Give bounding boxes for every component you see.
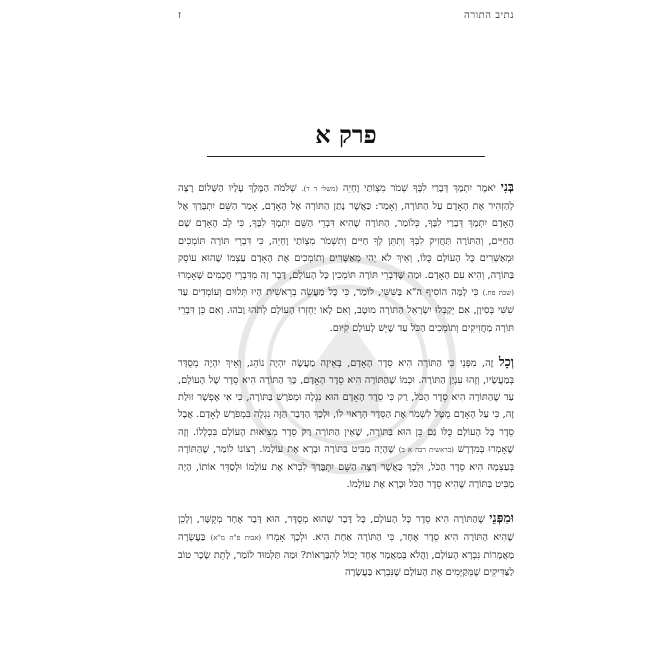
body-text bbox=[178, 178, 514, 587]
running-head-title: נתיב התורה bbox=[463, 10, 514, 21]
paragraph-text: זֶה, מִפְּנֵי כִּי הַתּוֹרָה הִיא סֵדֶר הָאָדָם, בְּאֵיזֶה מַעֲשֶׂה יִהְיֶה נוֹהֵג, וְאֵיךְ יִהְיֶה מְסֻדָּר בְּמַעֲשָׂיו, וְזֶהוּ עִנְיַן הַתּוֹרָה. וּכְמוֹ שֶׁהַתּוֹרָה הִיא סֵדֶר הָאָדָם, כָּךְ הַתּוֹרָה הִיא סֵדֶר שֶׁל הָעוֹלָם, עַד שֶׁהַתּוֹרָה הִיא סֵדֶר הַכֹּל, רַק כִּי סֵדֶר הָאָדָם הוּא נִגְלֶה וּמְפֹרָשׁ בַּתּוֹרָה, כִּי אִי אֶפְשָׁר זוּלַת זֶה, כִּי עַל הָאָדָם מֻטָּל לִשְׁמֹר אֶת הַסֵּדֶר הָרָאוּי לוֹ, וּלְכָךְ הַדָּבָר הַזֶּה נִגְלֶה בִּמְפֹרָשׁ לָאָדָם. אֲבָל סֵדֶר כָּל הָעוֹלָם כֻּלּוֹ גַּם כֵּן הוּא בַּתּוֹרָה, שֶׁאֵין הַתּוֹרָה רַק סֵדֶר מְצִיאוּת הָעוֹלָם בִּכְלָלוֹ. וְזֶה שֶׁאָמְרוּ בְּמִדְרָשׁ bbox=[178, 357, 514, 455]
lead-word: וּמִפְּנֵי bbox=[489, 510, 514, 526]
paragraph-text: שֶׁהַתּוֹרָה הִיא סֵדֶר כָּל הָעוֹלָם, כָּל דָּבָר שֶׁהוּא מְסֻדָּר, הוּא דָּבָר אֶחָד מְקֻשָּׁר, וְלָכֵן שֶׁהִיא הַתּוֹרָה הִיא סֵדֶר אֶחָד, כִּי הַתּוֹרָה אַחַת הִיא. וּלְכָךְ אָמְרוּ bbox=[178, 514, 514, 543]
page-number: ז bbox=[178, 10, 181, 21]
paragraph bbox=[178, 178, 514, 337]
chapter-heading bbox=[172, 120, 520, 150]
paragraph bbox=[178, 353, 514, 494]
citation: (שבת פח.) bbox=[482, 289, 514, 298]
lead-word: בְּנִי bbox=[500, 179, 514, 194]
paragraph-text: יֹאמֶר יִתְמָךְ דְּבָרַי לִבֶּךָ שְׁמֹר מִצְוֹתַי וֶחְיֵה bbox=[342, 183, 496, 194]
citation: (אבות פ"ה מ"א) bbox=[210, 533, 262, 542]
chapter-title: פרק א bbox=[315, 120, 377, 149]
paragraph bbox=[178, 509, 514, 581]
running-head bbox=[172, 10, 520, 24]
paragraph-text: כִּי לָמָּה הוֹסִיף ה"א בַּשִּׁשִּׁי, לוֹמַר, כִּי כָּל מַעֲשֵׂה בְרֵאשִׁית הָיוּ תְּלוּיִם וְעוֹמְדִים עַד שִׁשִּׁי בְּסִיוָן, אִם יְקַבְּלוּ יִשְׂרָאֵל הַתּוֹרָה מוּטָב, וְאִם לָאו יַחְזְרוּ הָעוֹלָם לְתֹהוּ וָבֹהוּ. וְאִם כֵּן דִּבְרֵי תּוֹרָה מַחֲזִיקִים וְתוֹמְכִים הַכֹּל עַד שֶׁיֵּשׁ לָעוֹלָם קִיּוּם. bbox=[178, 287, 514, 334]
citation: (בראשית רבה א ב) bbox=[398, 445, 454, 454]
citation: (משלי ד ד). bbox=[301, 185, 339, 193]
paragraph-text: שְׁלֹמֹה הַמֶּלֶךְ עָלָיו הַשָּׁלוֹם רָצָה לְהַזְהִיר אֶת הָאָדָם עַל הַתּוֹרָה, וְאָמַר: כַּאֲשֶׁר נָתַן הַתּוֹרָה אֶל הָאָדָם, אָמַר הַשֵּׁם יִתְבָּרַךְ אֶל הָאָדָם יִתְמָךְ דְּבָרַי לִבֶּךָ, כְּלוֹמַר, הַתּוֹרָה שֶׁהִיא דִּבְרֵי הַשֵּׁם יִתְמָךְ לִבֶּךָ, כִּי לֵב הָאָדָם שָׁם הַחַיִּים, וְהַתּוֹרָה תַּחֲזִיק לִבְּךָ וְתִתֵּן לְךָ חַיִּים וְתִשְׁמֹר מִצְוֹתַי וֶחְיֵה, כִּי דִּבְרֵי תּוֹרָה תּוֹמְכִים וּמְאַשְּׁרִים כָּל הָעוֹלָם כֻּלּוֹ, וְאֵיךְ לֹא יְהִי מְאַשְּׁרִים וְתוֹמְכִים אֶת הָאָדָם עַצְמוֹ שֶׁהוּא עוֹסֵק בַּתּוֹרָה, וְהִיא עִם הָאָדָם. וּמַה שֶּׁדִּבְרֵי תּוֹרָה תּוֹמְכִין כָּל הָעוֹלָם, דָּבָר זֶה מִדִּבְרֵי חֲכָמִים שֶׁאָמְרוּ bbox=[178, 183, 514, 282]
chapter-divider bbox=[207, 156, 485, 157]
paragraph-text: שֶׁהָיָה מַבִּיט בַּתּוֹרָה וּבָרָא אֶת עוֹלָמוֹ. רְצוֹנוֹ לוֹמַר, שֶׁהַתּוֹרָה בְּעַצְמָהּ הִיא סֵדֶר הַכֹּל, וּלְכָךְ כַּאֲשֶׁר רָצָה הַשֵּׁם יִתְבָּרַךְ לִבְרֹא אֶת עוֹלָמוֹ וּלְסַדֵּר אוֹתוֹ, הָיָה מַבִּיט בַּתּוֹרָה שֶׁהִיא סֵדֶר הַכֹּל וּבָרָא אֶת עוֹלָמוֹ. bbox=[178, 443, 514, 491]
lead-word: וְכָל bbox=[498, 353, 514, 369]
paragraph-text: בַּעֲשָׂרָה מַאֲמָרוֹת נִבְרָא הָעוֹלָם, וַהֲלֹא בְּמַאֲמָר אֶחָד יָכוֹל לְהִבָּרְאוֹת? וּמַה תַּלְמוּד לוֹמַר, לָתֵת שָׂכָר טוֹב לַצַּדִּיקִים שֶׁמְּקַיְּמִים אֶת הָעוֹלָם שֶׁנִּבְרָא בַּעֲשָׂרָה bbox=[178, 531, 514, 579]
book-page bbox=[172, 0, 520, 650]
